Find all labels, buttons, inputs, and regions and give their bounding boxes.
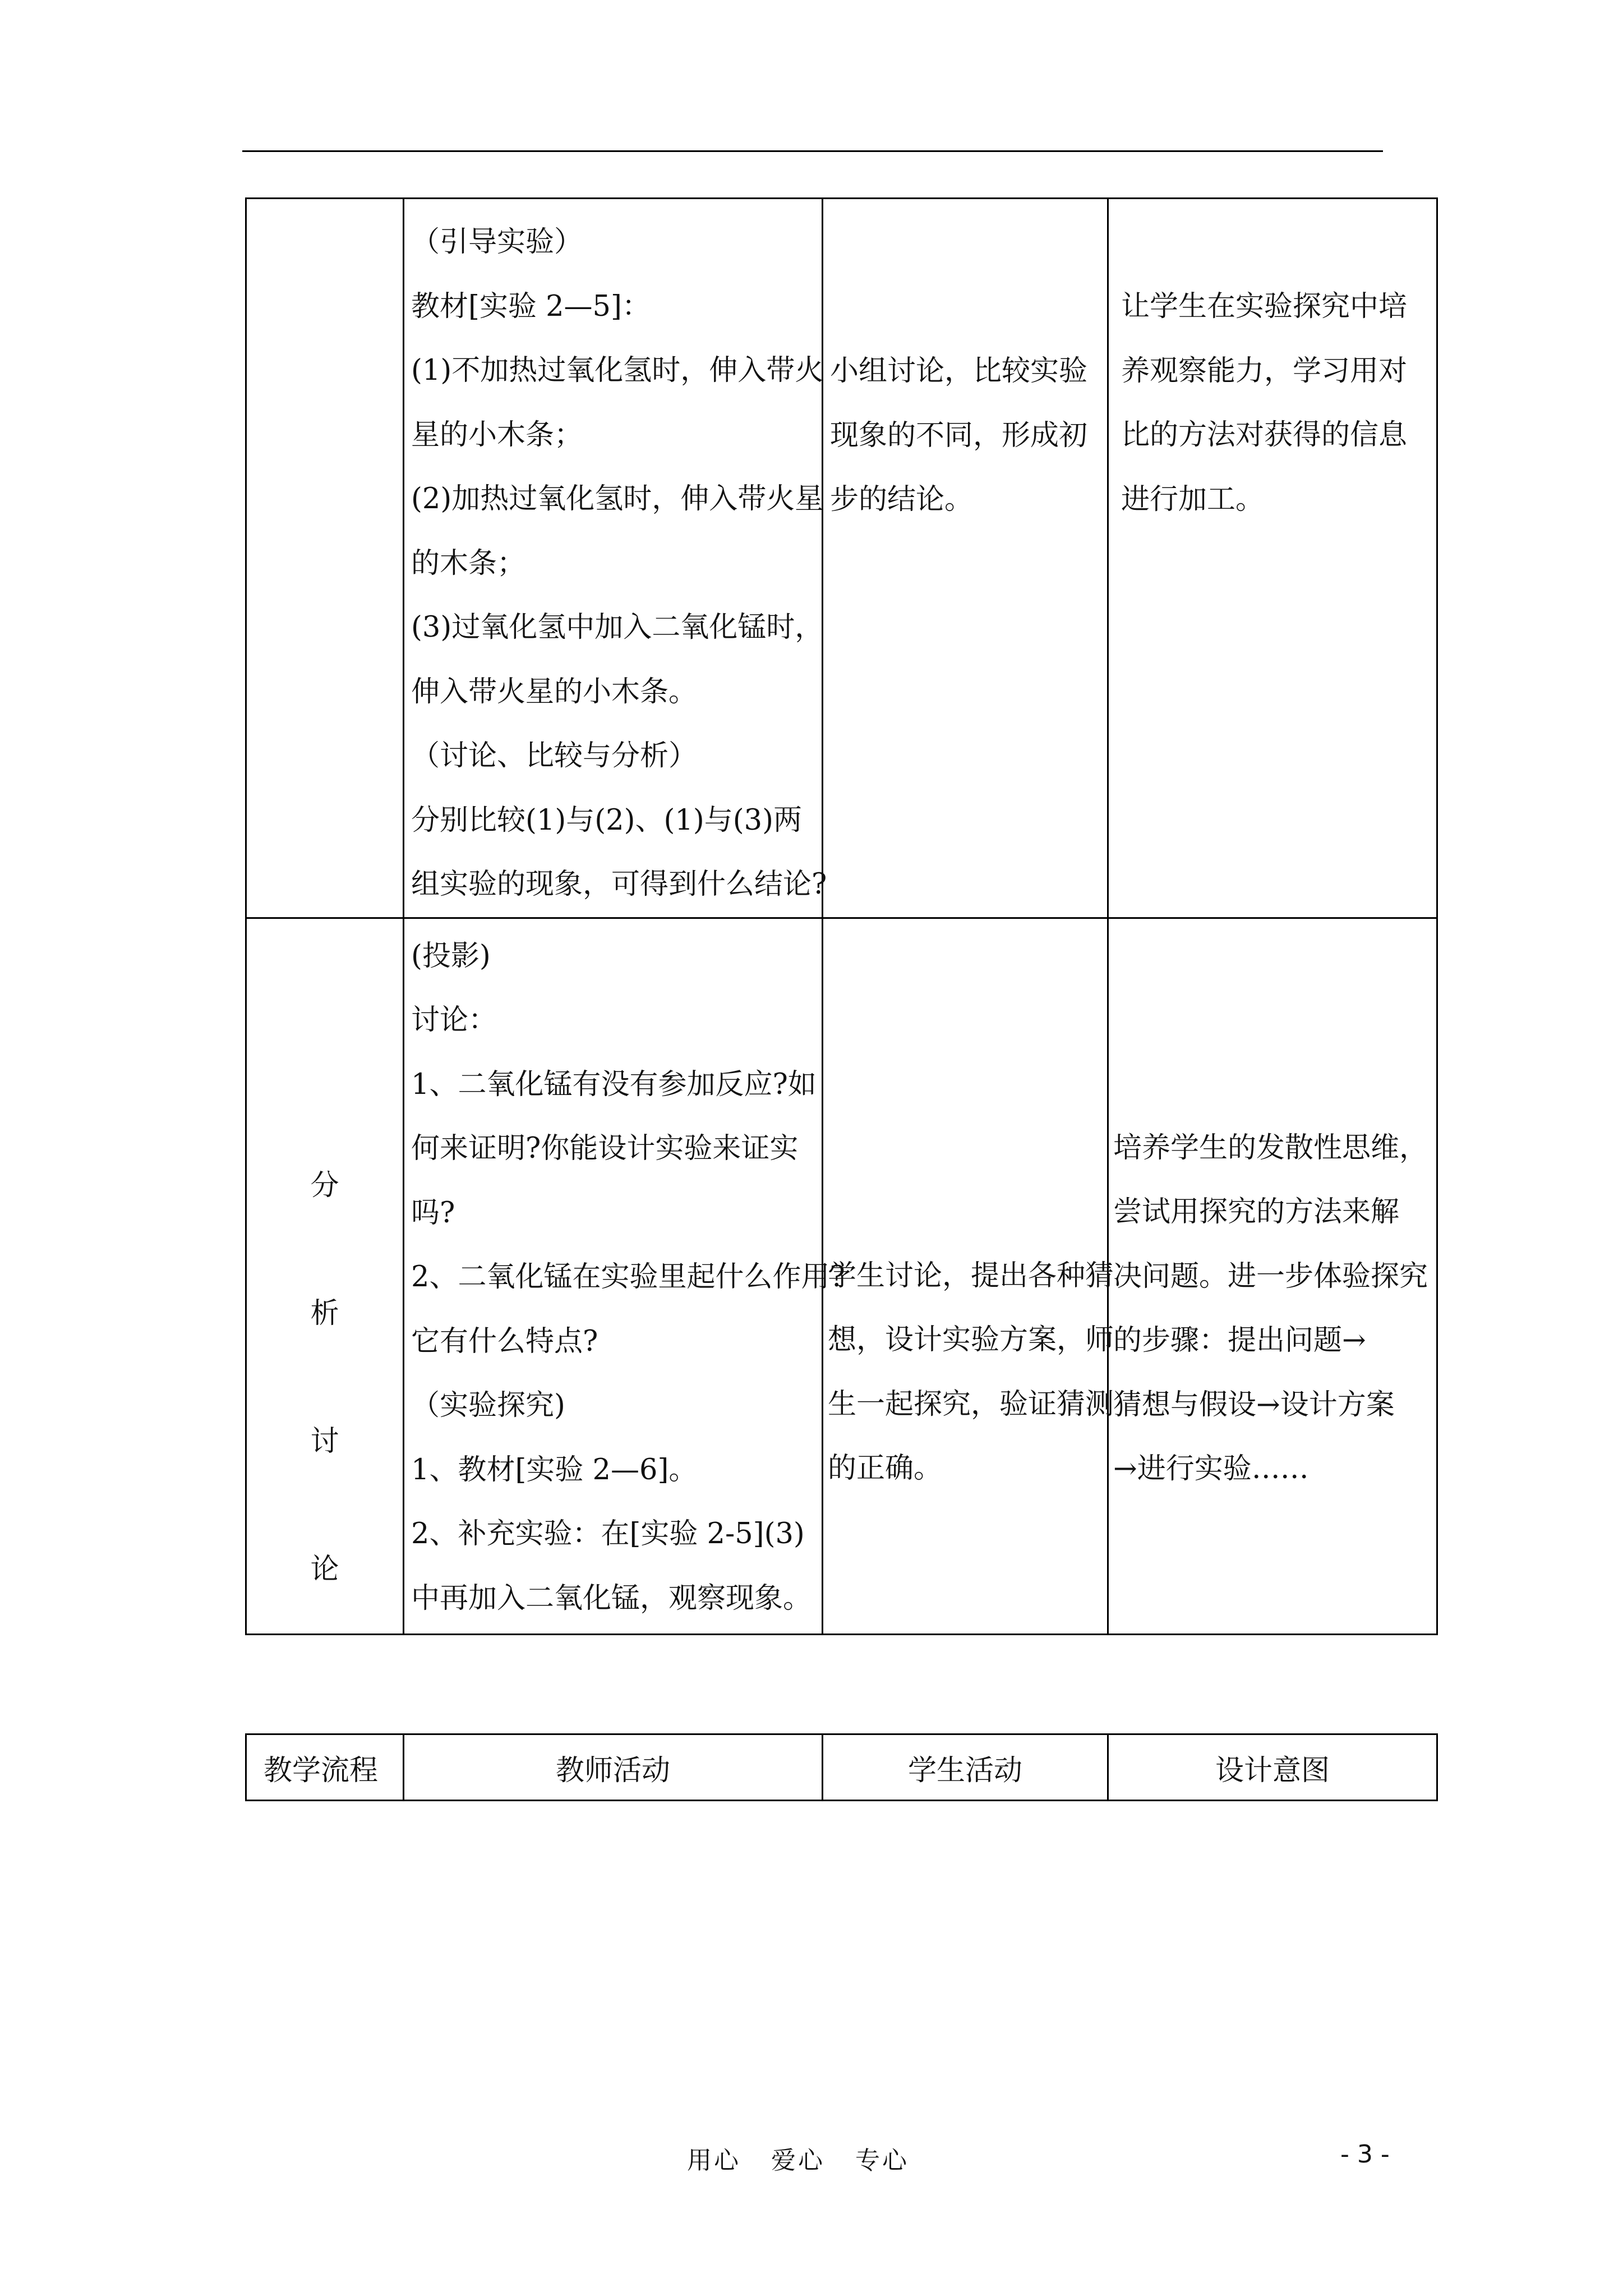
header-cell-student: 学生活动 [823, 1734, 1108, 1801]
text-line: 现象的不同，形成初 [830, 418, 1088, 452]
student-activity-cell [823, 199, 1108, 918]
teacher-activity-cell [404, 918, 845, 1634]
header-rule [242, 150, 1383, 152]
table-header-row [246, 1734, 1437, 1801]
text-line: 决问题。进一步体验探究 [1113, 1259, 1428, 1293]
text-line: 何来证明?你能设计实验来证实 [411, 1132, 799, 1165]
header-cell-flow: 教学流程 [246, 1734, 404, 1801]
table-row [246, 918, 1437, 1634]
text-line: (3)过氧化氢中加入二氧化锰时， [411, 611, 824, 644]
stage-cell [246, 918, 404, 1634]
stage-char: 论 [310, 1552, 339, 1586]
text-line: （讨论、比较与分析） [411, 739, 698, 772]
footer-motto: 用心 爱心 专心 [687, 2146, 909, 2175]
text-line: 组实验的现象，可得到什么结论? [411, 868, 827, 901]
text-line: 的步骤：提出问题→ [1113, 1324, 1366, 1357]
text-line: 的木条； [411, 546, 526, 580]
text-line: 尝试用探究的方法来解 [1113, 1195, 1400, 1228]
text-line: 想，设计实验方案，师 [828, 1323, 1114, 1356]
text-line: 1、二氧化锰有没有参加反应?如 [411, 1068, 817, 1101]
design-intent-cell [1108, 918, 1437, 1634]
text-line: 讨论： [411, 1004, 497, 1037]
text-line: 进行加工。 [1121, 482, 1265, 516]
design-intent-cell [1108, 199, 1437, 918]
table-row [246, 199, 1437, 918]
text-line: 它有什么特点? [411, 1324, 598, 1358]
teacher-activity-cell [404, 199, 827, 918]
text-line: 步的结论。 [830, 483, 974, 516]
lesson-table [245, 197, 1438, 1635]
text-line: 吗? [411, 1196, 455, 1230]
text-line: 2、二氧化锰在实验里起什么作用? [411, 1260, 845, 1294]
text-line: 1、教材[实验 2—6]。 [411, 1453, 698, 1487]
student-activity-cell [823, 918, 1114, 1634]
text-line: 猜想与假设→设计方案 [1113, 1388, 1395, 1421]
text-line: 星的小木条； [411, 418, 583, 452]
text-line: （实验探究) [411, 1389, 565, 1422]
flow-header-table [245, 1733, 1438, 1801]
stage-char: 分 [310, 1168, 339, 1202]
text-line: 学生讨论，提出各种猜 [828, 1259, 1114, 1292]
text-line: (2)加热过氧化氢时，伸入带火星 [411, 482, 824, 516]
text-line: 小组讨论，比较实验 [830, 355, 1088, 388]
page-number: - 3 - [1340, 2140, 1390, 2169]
text-line: 培养学生的发散性思维， [1113, 1131, 1428, 1165]
text-line: 教材[实验 2—5]： [411, 289, 651, 323]
text-line: 让学生在实验探究中培 [1121, 290, 1408, 323]
stage-char: 析 [310, 1296, 339, 1330]
stage-cell [246, 199, 404, 918]
text-line: 伸入带火星的小木条。 [411, 675, 698, 708]
text-line: 养观察能力，学习用对 [1121, 354, 1408, 388]
header-cell-intent: 设计意图 [1108, 1734, 1437, 1801]
text-line: 中再加入二氧化锰，观察现象。 [411, 1581, 812, 1615]
text-line: →进行实验…… [1113, 1452, 1309, 1485]
text-line: 比的方法对获得的信息 [1121, 418, 1408, 452]
text-line: (1)不加热过氧化氢时，伸入带火 [411, 354, 824, 387]
text-line: 生一起探究，验证猜测 [828, 1387, 1114, 1421]
stage-char: 讨 [310, 1424, 339, 1458]
text-line: 2、补充实验：在[实验 2-5](3) [411, 1517, 805, 1550]
text-line: 的正确。 [828, 1452, 943, 1485]
text-line: （引导实验） [411, 226, 583, 259]
text-line: (投影) [411, 939, 491, 973]
text-line: 分别比较(1)与(2)、(1)与(3)两 [411, 803, 802, 837]
header-cell-teacher: 教师活动 [404, 1734, 823, 1801]
